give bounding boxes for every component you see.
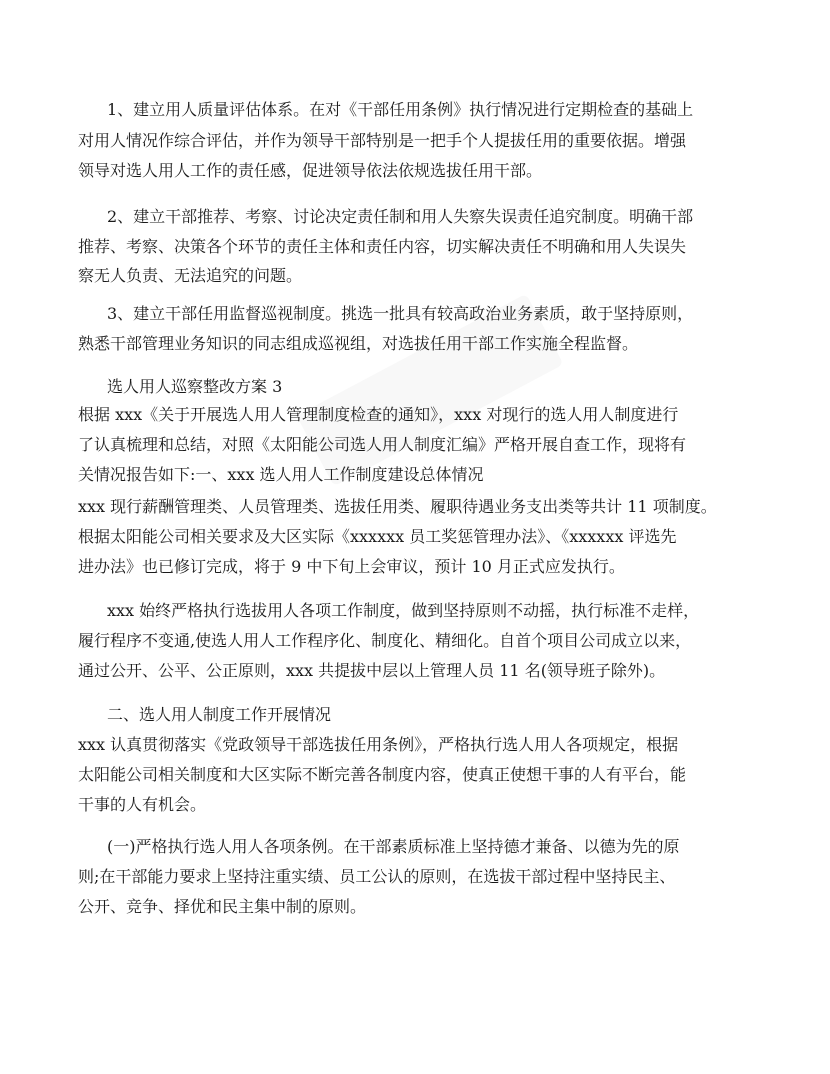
- text-line: xxx 始终严格执行选拔用人各项工作制度，做到坚持原则不动摇，执行标准不走样，: [107, 601, 700, 620]
- text-line: (一)严格执行选人用人各项条例。在干部素质标准上坚持德才兼备、以德为先的原: [107, 837, 680, 856]
- section-heading: 选人用人巡察整改方案 3: [107, 377, 283, 396]
- text-line: 领导对选人用人工作的责任感，促进领导依法依规选拔任用干部。: [78, 161, 543, 180]
- text-line: 关情况报告如下:一、xxx 选人用人工作制度建设总体情况: [78, 465, 484, 484]
- text-line: 对用人情况作综合评估，并作为领导干部特别是一把手个人提拔任用的重要依据。增强: [78, 131, 687, 150]
- text-line: 察无人负责、无法追究的问题。: [78, 266, 303, 285]
- text-line: 熟悉干部管理业务知识的同志组成巡视组，对选拔任用干部工作实施全程监督。: [78, 334, 639, 353]
- text-line: 2、建立干部推荐、考察、讨论决定责任制和用人失察失误责任追究制度。明确干部: [107, 207, 694, 226]
- text-line: 干事的人有机会。: [78, 795, 207, 814]
- text-line: 履行程序不变通,使选人用人工作程序化、制度化、精细化。自首个项目公司成立以来，: [78, 631, 692, 650]
- text-line: 3、建立干部任用监督巡视制度。挑选一批具有较高政治业务素质，敢于坚持原则，: [107, 304, 694, 323]
- text-line: 通过公开、公平、公正原则，xxx 共提拔中层以上管理人员 11 名(领导班子除外)。: [78, 661, 666, 680]
- text-line: 太阳能公司相关制度和大区实际不断完善各制度内容，使真正使想干事的人有平台，能: [78, 765, 687, 784]
- text-line: xxx 认真贯彻落实《党政领导干部选拔任用条例》，严格执行选人用人各项规定，根据: [78, 735, 679, 754]
- text-line: 公开、竞争、择优和民主集中制的原则。: [78, 897, 367, 916]
- section-heading: 二、选人用人制度工作开展情况: [107, 705, 332, 724]
- text-line: 进办法》也已修订完成，将于 9 中下旬上会审议，预计 10 月正式应发执行。: [78, 557, 625, 576]
- text-line: 根据太阳能公司相关要求及大区实际《xxxxxx 员工奖惩管理办法》、《xxxxxx 评选先: [78, 527, 677, 546]
- text-line: xxx 现行薪酬管理类、人员管理类、选拔任用类、履职待遇业务支出类等共计 11 项制度。: [78, 497, 717, 516]
- text-line: 1、建立用人质量评估体系。在对《干部任用条例》执行情况进行定期检查的基础上: [107, 100, 694, 119]
- text-line: 推荐、考察、决策各个环节的责任主体和责任内容，切实解决责任不明确和用人失误失: [78, 237, 687, 256]
- text-line: 根据 xxx《关于开展选人用人管理制度检查的通知》，xxx 对现行的选人用人制度进行: [78, 405, 679, 424]
- text-line: 则;在干部能力要求上坚持注重实绩、员工公认的原则，在选拔干部过程中坚持民主、: [78, 867, 676, 886]
- text-line: 了认真梳理和总结，对照《太阳能公司选人用人制度汇编》严格开展自查工作，现将有: [78, 435, 687, 454]
